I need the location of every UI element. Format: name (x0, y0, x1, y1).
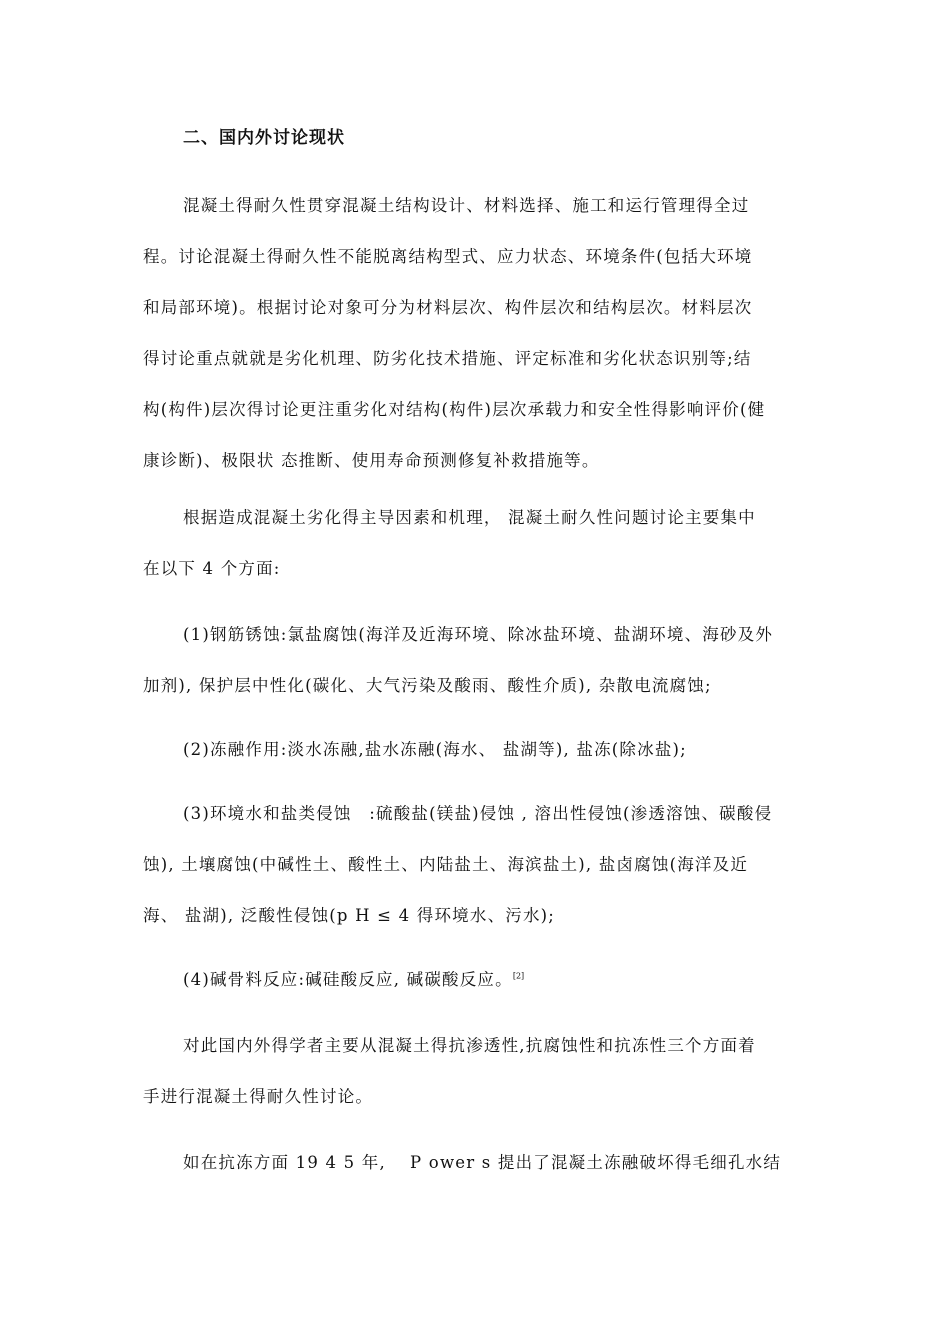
paragraph-four-aspects-intro (143, 492, 815, 594)
text-line (143, 954, 815, 1005)
text-line: (3)环境水和盐类侵蚀 :硫酸盐(镁盐)侵蚀 , 溶出性侵蚀(渗透溶蚀、碳酸侵 (183, 804, 773, 823)
paragraph-research-overview (143, 180, 815, 486)
text-line: 手进行混凝土得耐久性讨论。 (143, 1087, 374, 1106)
text-line: (1)钢筋锈蚀:氯盐腐蚀(海洋及近海环境、除冰盐环境、盐湖环境、海砂及外 (183, 625, 774, 644)
text-line: 康诊断)、极限状 态推断、使用寿命预测修复补救措施等。 (143, 451, 600, 470)
text-line: 程。讨论混凝土得耐久性不能脱离结构型式、应力状态、环境条件(包括大环境 (143, 247, 753, 266)
paragraph-frost-resistance (143, 1137, 815, 1188)
text-line: 海、 盐湖), 泛酸性侵蚀(p H ≤ 4 得环境水、污水); (143, 906, 556, 925)
text-line: 在以下 4 个方面: (143, 559, 281, 578)
paragraph-item-3-erosion (143, 788, 815, 941)
text-line: 蚀), 土壤腐蚀(中碱性土、酸性土、内陆盐土、海滨盐土), 盐卤腐蚀(海洋及近 (143, 855, 749, 874)
paragraph-research-directions (143, 1020, 815, 1122)
paragraph-item-2-freeze-thaw (143, 724, 815, 775)
text-line: 对此国内外得学者主要从混凝土得抗渗透性,抗腐蚀性和抗冻性三个方面着 (183, 1036, 756, 1055)
text-line: 根据造成混凝土劣化得主导因素和机理， 混凝土耐久性问题讨论主要集中 (183, 508, 756, 527)
text-line: 和局部环境)。根据讨论对象可分为材料层次、构件层次和结构层次。材料层次 (143, 298, 753, 317)
citation-reference: [2] (512, 971, 525, 981)
text-line: 加剂), 保护层中性化(碳化、大气污染及酸雨、酸性介质), 杂散电流腐蚀; (143, 676, 712, 695)
text-line: 混凝土得耐久性贯穿混凝土结构设计、材料选择、施工和运行管理得全过 (183, 196, 750, 215)
text-line: 得讨论重点就就是劣化机理、防劣化技术措施、评定标准和劣化状态识别等;结 (143, 349, 752, 368)
item-4-text: (4)碱骨料反应:碱硅酸反应, 碱碳酸反应。 (183, 970, 513, 989)
paragraph-item-4-alkali-aggregate (143, 954, 815, 1005)
paragraph-item-1-rebar-corrosion (143, 609, 815, 711)
text-line: 构(构件)层次得讨论更注重劣化对结构(构件)层次承载力和安全性得影响评价(健 (143, 400, 766, 419)
text-line: 如在抗冻方面 19 4 5 年, P ower s 提出了混凝土冻融破坏得毛细孔水结 (183, 1153, 782, 1172)
section-heading: 二、国内外讨论现状 (183, 128, 345, 148)
text-line: (2)冻融作用:淡水冻融,盐水冻融(海水、 盐湖等), 盐冻(除冰盐); (183, 740, 687, 759)
